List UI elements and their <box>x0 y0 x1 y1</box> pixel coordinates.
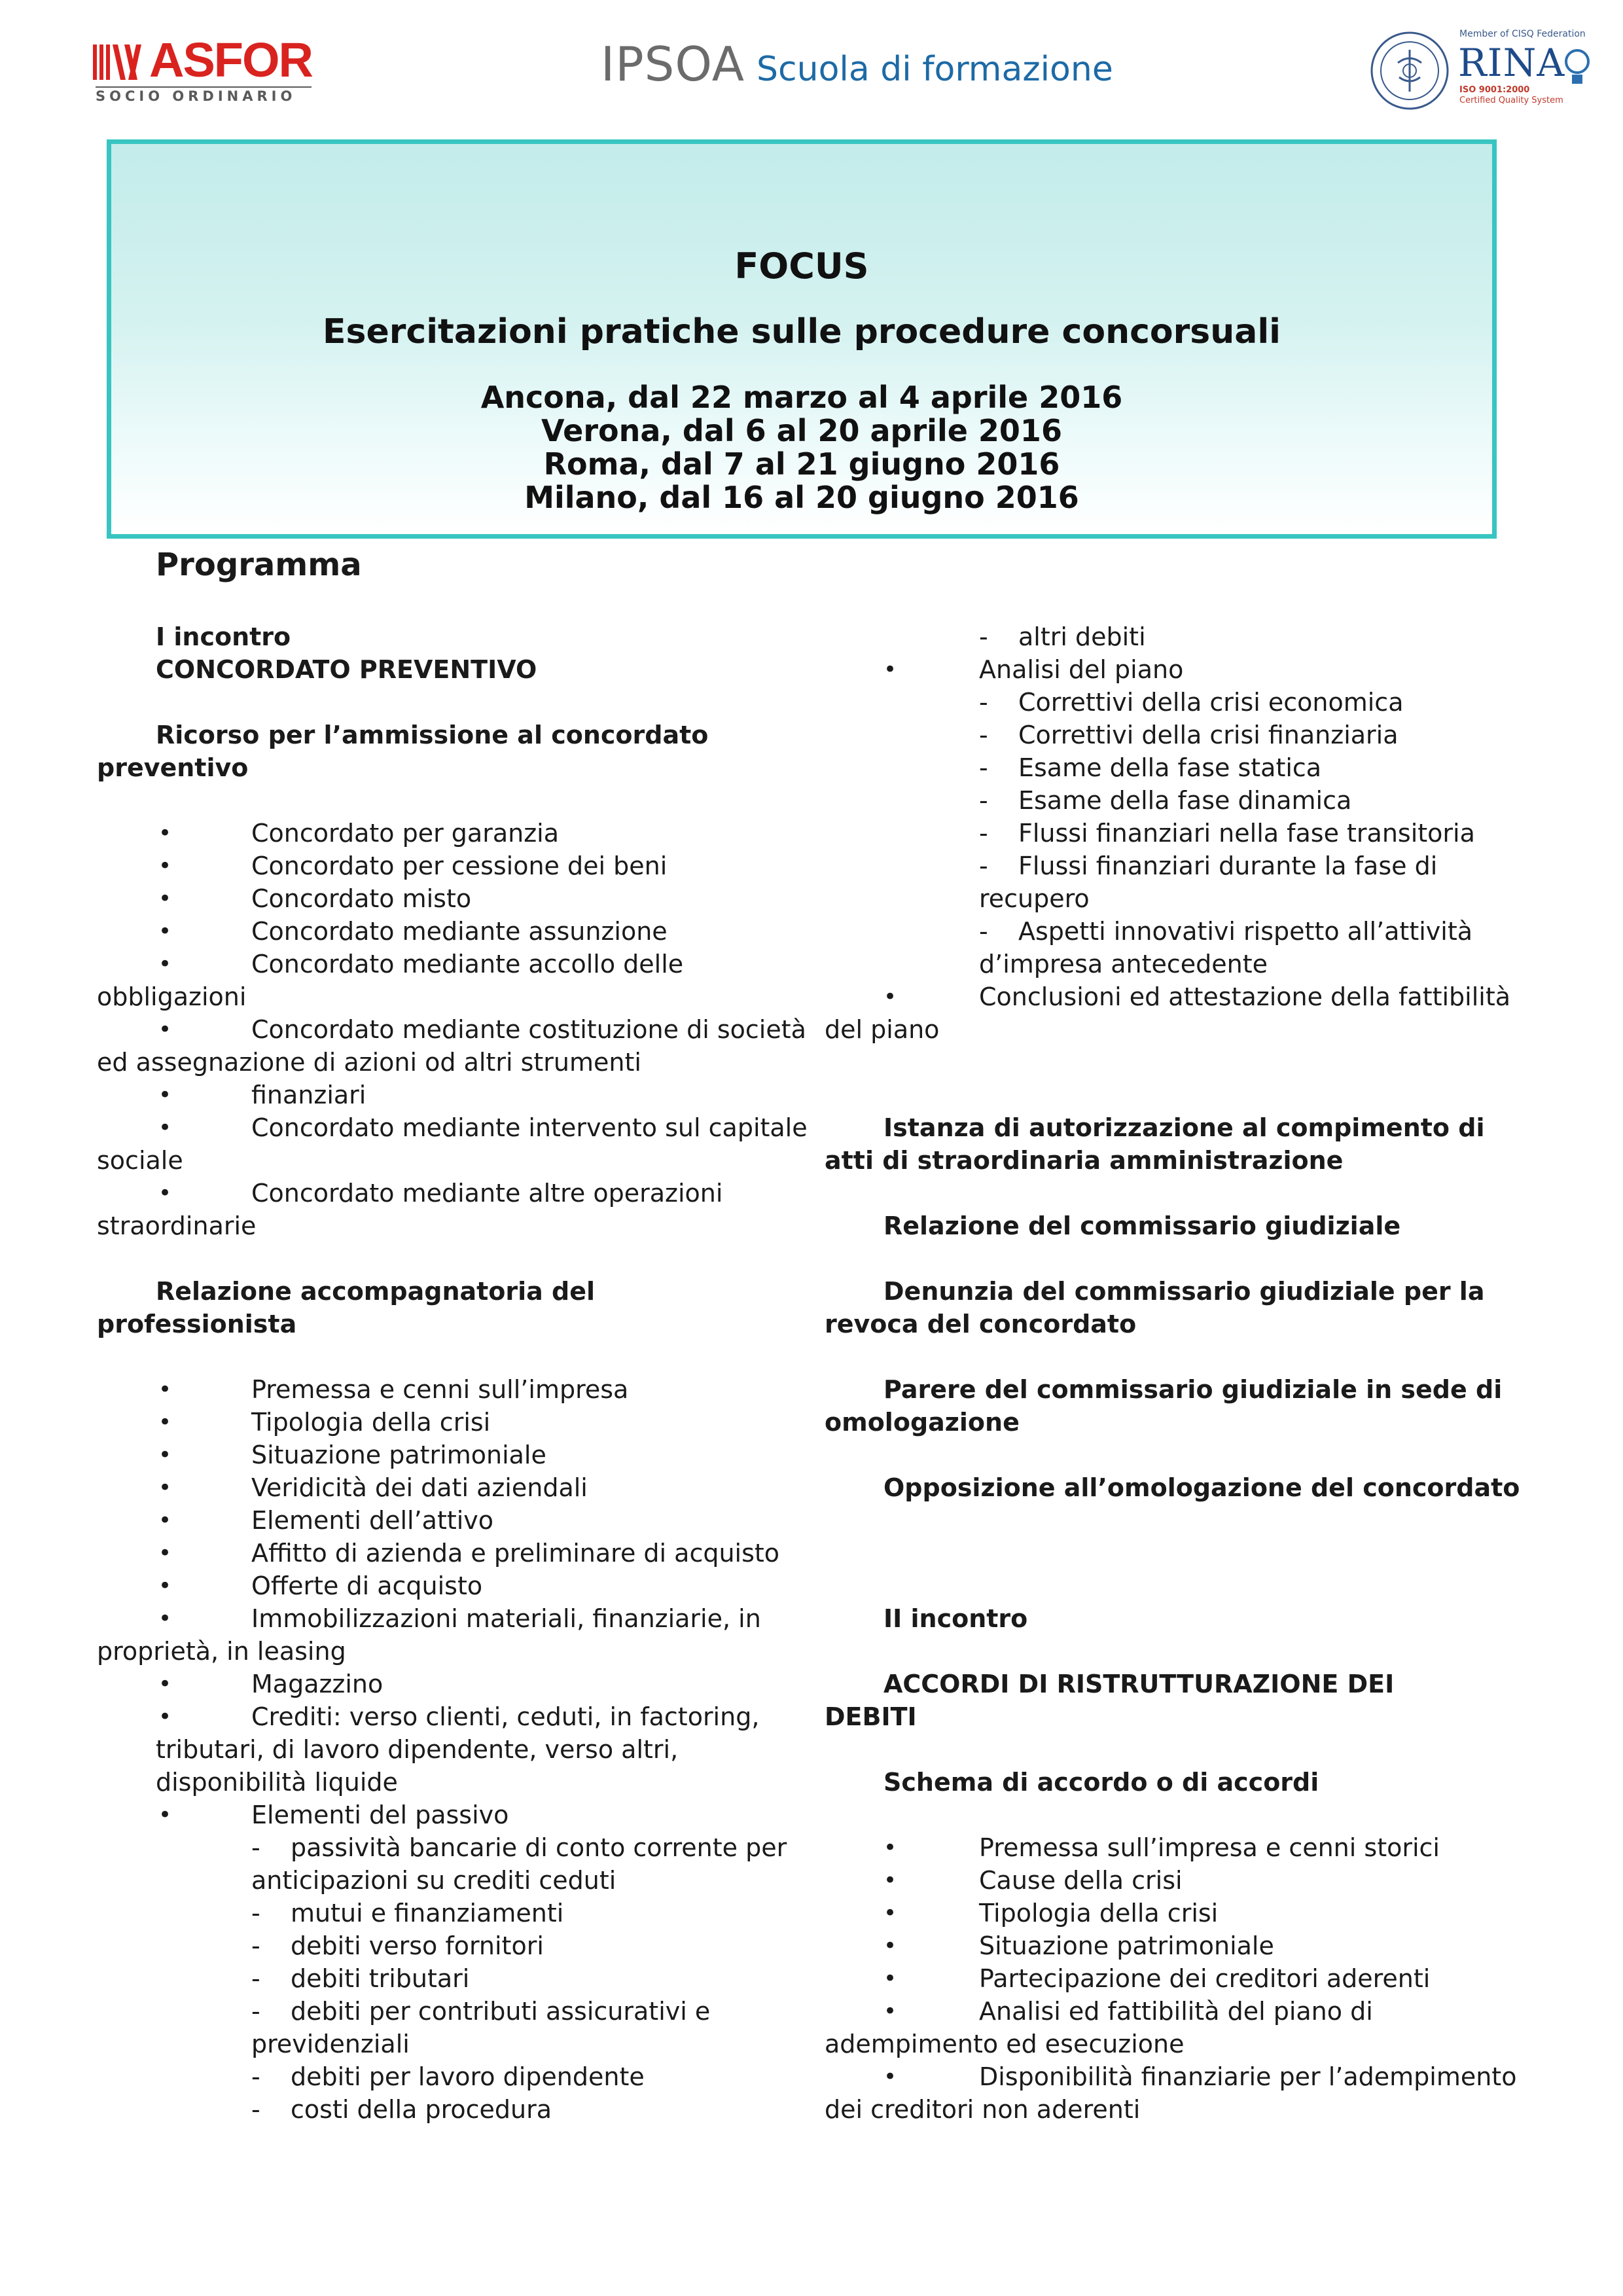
sub-item: anticipazioni su crediti ceduti <box>251 1866 616 1895</box>
dash-icon: - <box>251 1833 260 1862</box>
focus-title: FOCUS <box>734 245 869 287</box>
date-line: Verona, dal 6 al 20 aprile 2016 <box>541 413 1062 448</box>
sub-item: recupero <box>979 884 1090 913</box>
rina-seal-icon <box>1369 30 1450 111</box>
sub-item: Esame della fase dinamica <box>1018 786 1352 815</box>
list-item: adempimento ed esecuzione <box>825 2030 1185 2058</box>
list-item: Concordato per cessione dei beni <box>251 852 668 880</box>
bullet-icon: • <box>158 886 172 912</box>
section-heading: Ricorso per l’ammissione al concordato <box>156 721 709 749</box>
list-item: Magazzino <box>251 1670 383 1698</box>
section-heading: Schema di accordo o di accordi <box>883 1768 1319 1797</box>
list-item: disponibilità liquide <box>156 1768 398 1797</box>
list-item: Concordato mediante altre operazioni <box>251 1179 723 1208</box>
bullet-icon: • <box>158 1802 172 1828</box>
asfor-mark-icon <box>92 41 148 81</box>
list-item: obbligazioni <box>97 982 247 1011</box>
bullet-icon: • <box>883 1900 897 1926</box>
list-item: del piano <box>825 1015 940 1044</box>
ipsoa-tagline: Scuola di formazione <box>757 50 1113 89</box>
list-item: Concordato mediante assunzione <box>251 917 668 946</box>
list-item: Crediti: verso clienti, ceduti, in factoring, <box>251 1702 760 1731</box>
list-item: finanziari <box>251 1081 366 1109</box>
bullet-icon: • <box>158 1475 172 1501</box>
sub-item: debiti per lavoro dipendente <box>291 2062 645 2091</box>
incontro-label: II incontro <box>883 1604 1028 1633</box>
dash-icon: - <box>979 917 988 946</box>
list-item: Concordato mediante costituzione di società <box>251 1015 806 1044</box>
bullet-icon: • <box>883 1933 897 1959</box>
section-heading: Parere del commissario giudiziale in sede di <box>883 1375 1503 1404</box>
list-item: Affitto di azienda e preliminare di acquisto <box>251 1539 780 1568</box>
sub-item: debiti tributari <box>291 1964 470 1993</box>
ipsoa-name: IPSOA <box>601 37 745 92</box>
dash-icon: - <box>979 852 988 880</box>
incontro-title: CONCORDATO PREVENTIVO <box>156 655 537 684</box>
bullet-icon: • <box>883 1835 897 1861</box>
dash-icon: - <box>251 2062 260 2091</box>
list-item: Veridicità dei dati aziendali <box>251 1473 588 1502</box>
list-item: Analisi del piano <box>979 655 1184 684</box>
sub-item: Flussi finanziari nella fase transitoria <box>1018 819 1475 848</box>
list-item: Concordato misto <box>251 884 472 913</box>
bullet-icon: • <box>158 1671 172 1697</box>
incontro-title: DEBITI <box>825 1702 917 1731</box>
incontro-label: I incontro <box>156 622 291 651</box>
dash-icon: - <box>251 1931 260 1960</box>
rina-name: RINA <box>1458 41 1565 85</box>
dash-icon: - <box>979 622 988 651</box>
sub-item: altri debiti <box>1018 622 1146 651</box>
list-item: Disponibilità finanziarie per l’adempimento <box>979 2062 1517 2091</box>
course-dates <box>111 381 1492 514</box>
bullet-icon: • <box>158 1704 172 1730</box>
dash-icon: - <box>979 688 988 717</box>
sub-item: Aspetti innovativi rispetto all’attività <box>1018 917 1473 946</box>
list-item: straordinarie <box>97 1211 257 1240</box>
rina-cert-text: Certified Quality System <box>1459 96 1563 105</box>
section-heading: Denunzia del commissario giudiziale per la <box>883 1277 1485 1306</box>
section-heading: Opposizione all’omologazione del concordato <box>883 1473 1520 1502</box>
list-item: Tipologia della crisi <box>979 1899 1219 1928</box>
dash-icon: - <box>979 819 988 848</box>
section-heading: professionista <box>97 1310 297 1338</box>
sub-item: Flussi finanziari durante la fase di <box>1018 852 1438 880</box>
bullet-icon: • <box>158 1016 172 1043</box>
asfor-subtitle: SOCIO ORDINARIO <box>96 86 312 104</box>
bullet-icon: • <box>158 1082 172 1108</box>
sub-item: costi della procedura <box>291 2095 552 2124</box>
list-item: Concordato mediante intervento sul capitale <box>251 1113 808 1142</box>
sub-item: mutui e finanziamenti <box>291 1899 564 1928</box>
list-item: Concordato per garanzia <box>251 819 559 848</box>
bullet-icon: • <box>158 820 172 846</box>
dash-icon: - <box>979 721 988 749</box>
list-item: proprietà, in leasing <box>97 1637 346 1666</box>
bullet-icon: • <box>883 2064 897 2090</box>
sub-item: Correttivi della crisi economica <box>1018 688 1404 717</box>
bullet-icon: • <box>158 1573 172 1599</box>
bullet-icon: • <box>158 1409 172 1435</box>
list-item: sociale <box>97 1146 183 1175</box>
title-box <box>107 139 1497 539</box>
section-heading: omologazione <box>825 1408 1020 1437</box>
course-title: Esercitazioni pratiche sulle procedure concorsuali <box>323 312 1281 351</box>
sub-item: debiti verso fornitori <box>291 1931 544 1960</box>
list-item: Analisi ed fattibilità del piano di <box>979 1997 1373 2026</box>
dash-icon: - <box>979 753 988 782</box>
list-item: Offerte di acquisto <box>251 1571 483 1600</box>
incontro-title: ACCORDI DI RISTRUTTURAZIONE DEI <box>883 1670 1395 1698</box>
dash-icon: - <box>251 1997 260 2026</box>
bullet-icon: • <box>158 1180 172 1206</box>
dash-icon: - <box>979 786 988 815</box>
bullet-icon: • <box>158 1442 172 1468</box>
bullet-icon: • <box>883 1867 897 1893</box>
list-item: Cause della crisi <box>979 1866 1183 1895</box>
bullet-icon: • <box>158 1507 172 1534</box>
section-heading: Relazione accompagnatoria del <box>156 1277 596 1306</box>
ipsoa-logo <box>601 37 1113 102</box>
bullet-icon: • <box>158 1540 172 1566</box>
sub-item: debiti per contributi assicurativi e <box>291 1997 711 2026</box>
sub-item: d’impresa antecedente <box>979 950 1268 978</box>
bullet-icon: • <box>158 853 172 879</box>
asfor-logo <box>92 33 314 104</box>
section-heading: Istanza di autorizzazione al compimento di <box>883 1113 1485 1142</box>
list-item: Premessa e cenni sull’impresa <box>251 1375 629 1404</box>
section-heading: Relazione del commissario giudiziale <box>883 1211 1401 1240</box>
date-line: Roma, dal 7 al 21 giugno 2016 <box>543 446 1060 482</box>
certification-badge-icon <box>1564 47 1590 86</box>
bullet-icon: • <box>883 1998 897 2024</box>
dash-icon: - <box>251 1964 260 1993</box>
list-item: Immobilizzazioni materiali, finanziarie, in <box>251 1604 761 1633</box>
list-item: Elementi del passivo <box>251 1801 509 1829</box>
bullet-icon: • <box>883 656 897 683</box>
dash-icon: - <box>251 2095 260 2124</box>
asfor-name: ASFOR <box>149 33 312 87</box>
section-heading: preventivo <box>97 753 249 782</box>
dash-icon: - <box>251 1899 260 1928</box>
rina-iso-text: ISO 9001:2000 <box>1459 85 1530 95</box>
bullet-icon: • <box>158 1376 172 1403</box>
list-item: Conclusioni ed attestazione della fattibilità <box>979 982 1511 1011</box>
list-item: ed assegnazione di azioni od altri strumenti <box>97 1048 641 1077</box>
rina-member-text: Member of CISQ Federation <box>1459 29 1586 39</box>
bullet-icon: • <box>158 918 172 944</box>
rina-logo <box>1369 25 1593 117</box>
sub-item: Correttivi della crisi finanziaria <box>1018 721 1399 749</box>
list-item: Partecipazione dei creditori aderenti <box>979 1964 1431 1993</box>
sub-item: passività bancarie di conto corrente per <box>291 1833 787 1862</box>
section-heading: revoca del concordato <box>825 1310 1137 1338</box>
list-item: Situazione patrimoniale <box>251 1441 546 1469</box>
bullet-icon: • <box>158 1115 172 1141</box>
bullet-icon: • <box>158 951 172 977</box>
bullet-icon: • <box>158 1605 172 1632</box>
section-heading: atti di straordinaria amministrazione <box>825 1146 1344 1175</box>
date-line: Milano, dal 16 al 20 giugno 2016 <box>524 480 1079 515</box>
sub-item: Esame della fase statica <box>1018 753 1322 782</box>
list-item: Tipologia della crisi <box>251 1408 491 1437</box>
bullet-icon: • <box>883 1965 897 1992</box>
list-item: dei creditori non aderenti <box>825 2095 1141 2124</box>
date-line: Ancona, dal 22 marzo al 4 aprile 2016 <box>480 380 1123 415</box>
bullet-icon: • <box>883 984 897 1010</box>
list-item: Premessa sull’impresa e cenni storici <box>979 1833 1440 1862</box>
sub-item: previdenziali <box>251 2030 410 2058</box>
list-item: Elementi dell’attivo <box>251 1506 494 1535</box>
list-item: Situazione patrimoniale <box>979 1931 1274 1960</box>
list-item: Concordato mediante accollo delle <box>251 950 684 978</box>
program-heading: Programma <box>156 547 362 583</box>
list-item: tributari, di lavoro dipendente, verso altri, <box>156 1735 679 1764</box>
